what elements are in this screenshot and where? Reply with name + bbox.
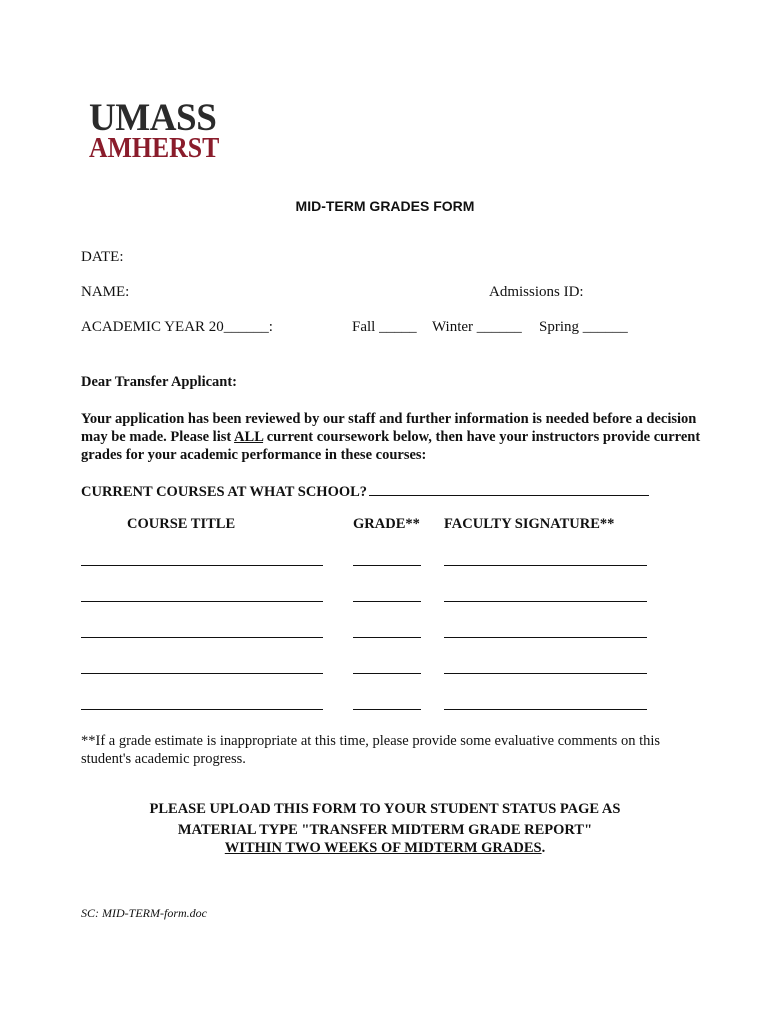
logo-umass: UMASS xyxy=(89,96,217,139)
faculty-signature-line xyxy=(444,637,647,638)
logo-amherst: AMHERST xyxy=(89,133,220,164)
upload-instruction-line2: MATERIAL TYPE "TRANSFER MIDTERM GRADE REPORT" xyxy=(177,822,593,838)
grade-line xyxy=(353,637,421,638)
course-title-line xyxy=(81,601,323,602)
course-title-line xyxy=(81,673,323,674)
header-grade: GRADE** xyxy=(353,516,420,532)
header-faculty-signature: FACULTY SIGNATURE** xyxy=(444,516,615,532)
header-course-title: COURSE TITLE xyxy=(127,516,236,532)
greeting: Dear Transfer Applicant: xyxy=(81,374,238,390)
faculty-signature-line xyxy=(444,673,647,674)
instructions-part1: Your application has been reviewed by our staff and further information is needed before a decision may be made. Please list xyxy=(81,411,697,445)
grade-line xyxy=(353,565,421,566)
academic-year-label: ACADEMIC YEAR 20______: xyxy=(81,319,273,335)
upload-deadline: WITHIN TWO WEEKS OF MIDTERM GRADES xyxy=(224,840,542,856)
faculty-signature-line xyxy=(444,709,647,710)
footnote: **If a grade estimate is inappropriate at this time, please provide some evaluative comments on this student's academic progress. xyxy=(81,733,661,767)
spring-field: Spring ______ xyxy=(539,319,628,335)
faculty-signature-line xyxy=(444,601,647,602)
date-label: DATE: xyxy=(81,249,124,265)
grade-line xyxy=(353,601,421,602)
form-title: MID-TERM GRADES FORM xyxy=(295,198,475,214)
course-title-line xyxy=(81,637,323,638)
upload-instruction-line3 xyxy=(0,840,770,857)
school-prompt-label: CURRENT COURSES AT WHAT SCHOOL? xyxy=(81,484,368,500)
instructions-paragraph xyxy=(81,410,701,464)
fall-field: Fall _____ xyxy=(352,319,417,335)
upload-period: . xyxy=(541,840,546,856)
winter-field: Winter ______ xyxy=(432,319,522,335)
name-label: NAME: xyxy=(81,284,130,300)
school-blank-line xyxy=(369,481,649,496)
school-prompt xyxy=(81,481,649,501)
instructions-emphasis: ALL xyxy=(234,429,264,445)
instructions-part2: current coursework below, then have your instructors provide current grades for your academic performance in these courses: xyxy=(81,429,701,463)
grade-line xyxy=(353,673,421,674)
grade-line xyxy=(353,709,421,710)
admissions-id-label: Admissions ID: xyxy=(489,284,584,300)
course-title-line xyxy=(81,709,323,710)
upload-instruction-line1: PLEASE UPLOAD THIS FORM TO YOUR STUDENT STATUS PAGE AS xyxy=(149,801,621,817)
file-reference: SC: MID-TERM-form.doc xyxy=(81,906,207,920)
course-title-line xyxy=(81,565,323,566)
faculty-signature-line xyxy=(444,565,647,566)
